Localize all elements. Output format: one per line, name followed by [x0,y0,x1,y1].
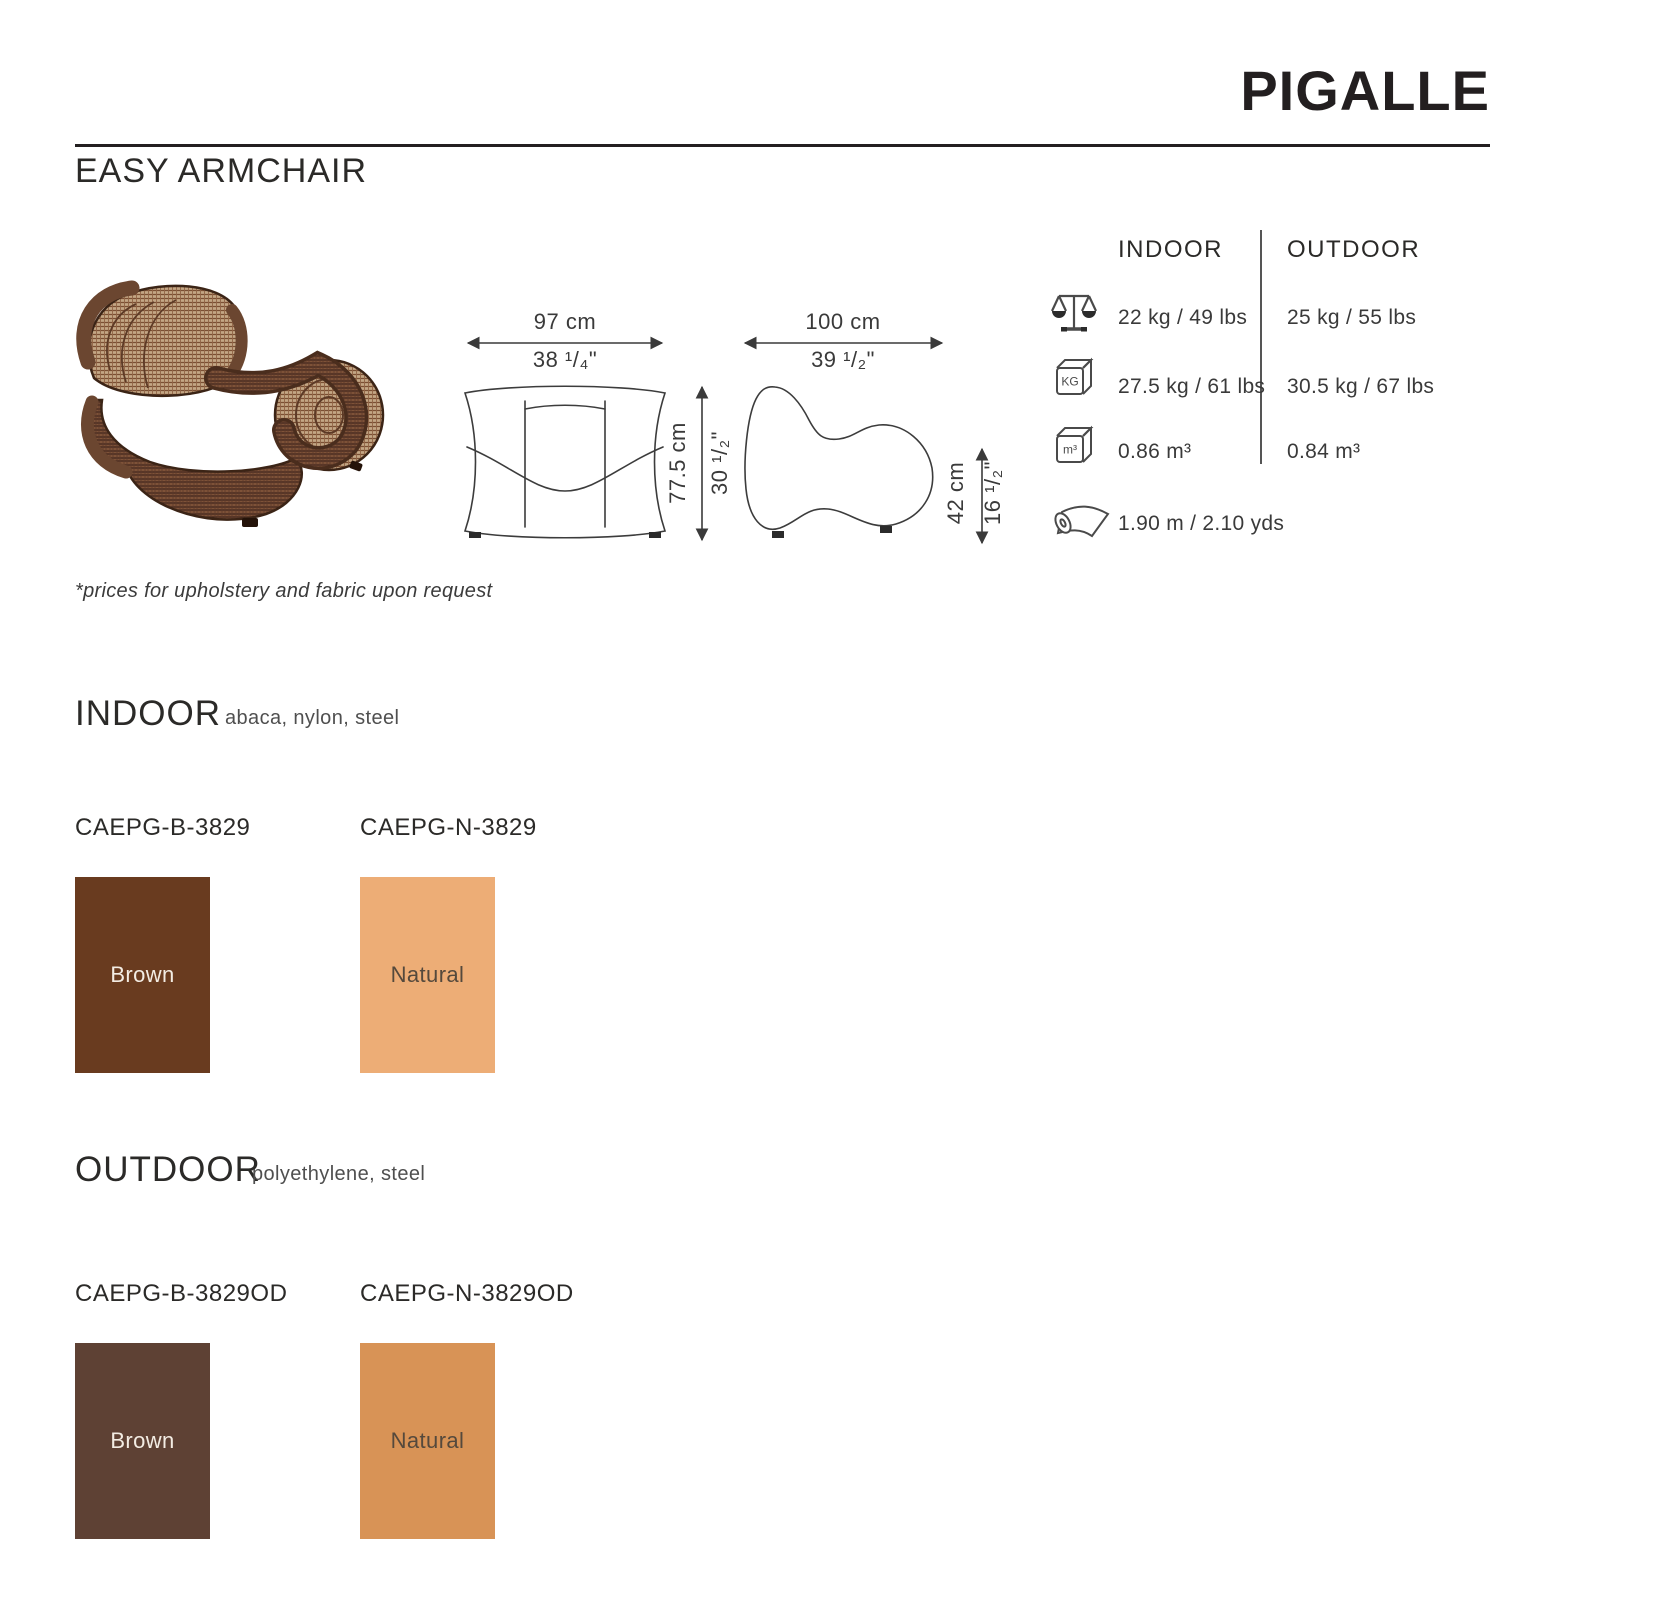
chair-foot [242,518,258,527]
swatch-label: Brown [110,962,175,987]
seat-height-metric: 42 cm [943,461,968,525]
outdoor-section-title: OUTDOOR [75,1150,261,1189]
volume-box-icon [1050,422,1098,468]
indoor-section-title: INDOOR [75,694,221,733]
front-width-metric: 97 cm [533,309,597,334]
outdoor-section-materials: polyethylene, steel [252,1163,426,1185]
header-divider-line [75,144,1490,147]
spec-column-divider [1260,230,1262,464]
front-foot [649,532,661,538]
swatch-label: Brown [110,1428,175,1453]
product-photo [66,260,396,560]
chair-seat [85,400,302,520]
indoor-swatch-code-brown: CAEPG-B-3829 [75,814,251,841]
kg-box-icon [1050,354,1098,400]
kg-box-label: KG [1061,374,1079,389]
seat-height-imperial: 16 ¹/₂" [980,461,1005,525]
height-metric: 77.5 cm [665,422,690,504]
front-width-imperial: 38 ¹/₄" [532,347,598,372]
spec-packed-weight-indoor: 27.5 kg / 61 lbs [1118,375,1266,398]
indoor-swatch-code-natural: CAEPG-N-3829 [360,814,537,841]
height-imperial: 30 ¹/₂" [707,431,732,495]
outdoor-swatch-code-natural: CAEPG-N-3829OD [360,1280,574,1307]
front-view-drawing [465,386,665,538]
swatch-label: Natural [390,1428,465,1453]
spec-volume-indoor: 0.86 m³ [1118,440,1192,463]
side-width-imperial: 39 ¹/₂" [811,347,875,372]
spec-volume-outdoor: 0.84 m³ [1287,440,1361,463]
indoor-section-materials: abaca, nylon, steel [225,707,400,729]
swatch-label: Natural [390,962,465,987]
outdoor-swatch-brown [75,1343,210,1539]
indoor-swatch-brown [75,877,210,1073]
spec-fabric-length-indoor: 1.90 m / 2.10 yds [1118,512,1285,535]
spec-packed-weight-outdoor: 30.5 kg / 67 lbs [1287,375,1435,398]
side-width-metric: 100 cm [805,309,881,334]
outdoor-swatch-natural [360,1343,495,1539]
spec-weight-outdoor: 25 kg / 55 lbs [1287,306,1417,329]
volume-box-label: m³ [1063,442,1077,457]
side-foot [880,526,892,533]
fabric-roll-icon [1050,500,1116,546]
product-title: EASY ARMCHAIR [75,152,368,190]
pricing-note: *prices for upholstery and fabric upon request [75,580,493,602]
spec-column-indoor: INDOOR [1118,236,1223,263]
dimension-drawings [455,305,1015,555]
spec-weight-indoor: 22 kg / 49 lbs [1118,306,1248,329]
side-foot [772,531,784,538]
outdoor-swatch-code-brown: CAEPG-B-3829OD [75,1280,288,1307]
side-view-drawing [745,387,933,529]
spec-column-outdoor: OUTDOOR [1287,236,1421,263]
weight-scale-icon [1050,286,1098,338]
front-foot [469,532,481,538]
brand-title: PIGALLE [1240,59,1490,122]
indoor-swatch-natural [360,877,495,1073]
